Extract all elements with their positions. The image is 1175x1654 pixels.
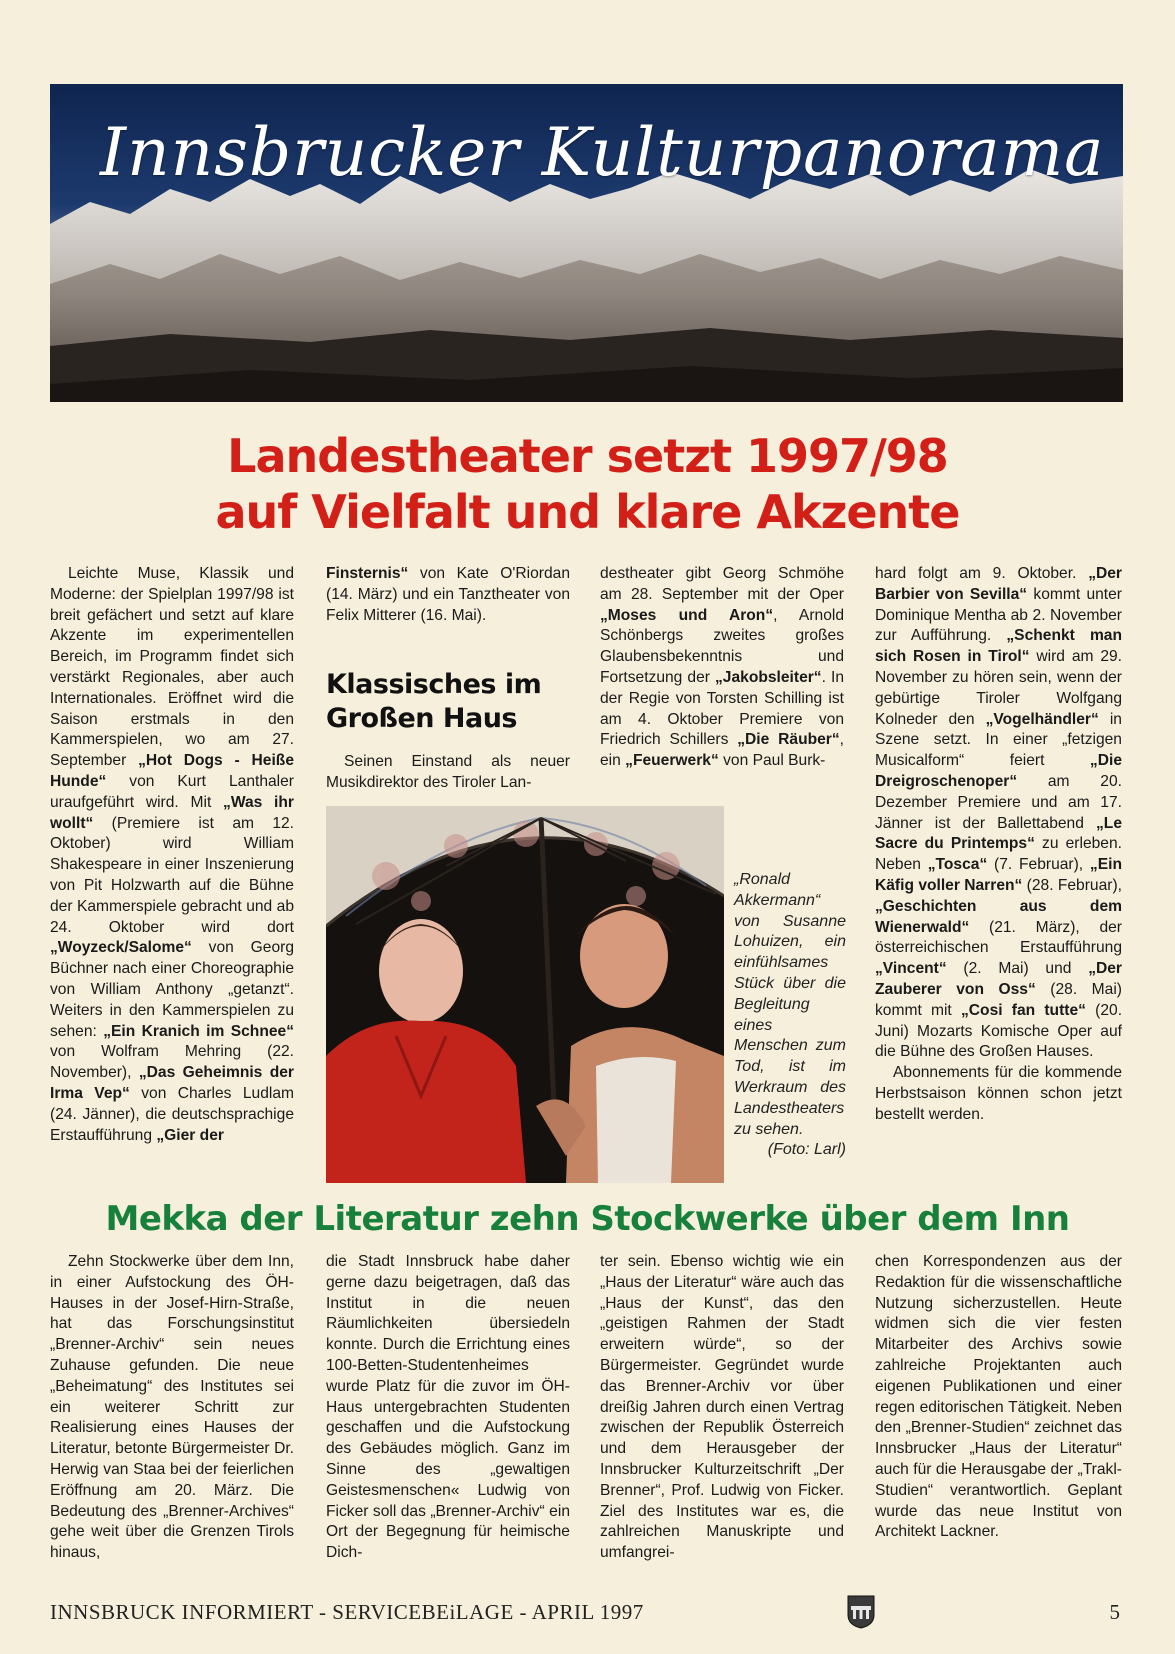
highlighted-title: „Feuerwerk“ bbox=[625, 752, 719, 770]
text-segment: kommt unter Dominique Mentha ab 2. November zur Aufführung. bbox=[875, 585, 1122, 645]
text-segment: Leichte Muse, Klassik und Moderne: der Spielplan 1997/98 ist breit gefächert und setzt auf klare Akzente im experimentellen Bereich, im Programm findet sich verstärkt Regionales, aber auch Internationales. Eröffnet wird die Saison erstmals in den Kammerspielen, wo am 27. September bbox=[50, 565, 294, 770]
text-segment: . In der Regie von Torsten Schilling ist am 4. Oktober Premiere von Friedrich Schillers bbox=[600, 668, 845, 749]
text-segment: von Georg Büchner nach einer Choreographie von William Anthony „getanzt“. Weiters in den Kammerspielen zu sehen: bbox=[50, 939, 294, 1040]
highlighted-title: „Gier der bbox=[156, 1126, 224, 1144]
article2-headline: Mekka der Literatur zehn Stockwerke über dem Inn bbox=[105, 1199, 1070, 1239]
text-segment: von Kurt Lanthaler uraufgeführt wird. Mit bbox=[50, 772, 294, 811]
column-2-paragraph: Seinen Einstand als neuer Musikdirektor des Tiroler Lan- bbox=[326, 753, 570, 791]
text-segment: (7. Februar), bbox=[987, 856, 1090, 874]
banner-title: Innsbrucker Kulturpanorama bbox=[100, 114, 1105, 191]
innsbruck-crest-icon bbox=[847, 1595, 875, 1629]
highlighted-title: „Cosi fan tutte“ bbox=[960, 1001, 1086, 1019]
footer-text: INNSBRUCK INFORMIERT - SERVICEBEiLAGE - APRIL 1997 bbox=[50, 1600, 644, 1624]
article1-column-2-bottom bbox=[326, 752, 570, 794]
highlighted-title: „Vincent“ bbox=[875, 960, 947, 978]
text-segment: am 20. Dezember Premiere und am 17. Jänner ist der Ballettabend bbox=[875, 772, 1122, 832]
article2-column-3 bbox=[600, 1252, 844, 1564]
article2-column-1-text: Zehn Stockwerke über dem Inn, in einer Aufstockung des ÖH-Hauses in der Josef-Hirn-Straße, hat das Forschungsinstitut „Brenner-Archiv“ sein neues Zuhause gefunden. Die neue „Beheimatung“ des Institutes sei ein weiterer Schritt zur Realisierung eines Hauses der Literatur, betonte Bürgermeister Dr. Herwig van Staa bei der feierlichen Eröffnung am 20. März. Die Bedeutung des „Brenner-Archives“ gehe weit über die Grenzen Tirols hinaus, bbox=[50, 1253, 294, 1562]
text-segment: , ein bbox=[600, 731, 845, 770]
highlighted-title: „Schenkt man sich Rosen in Tirol“ bbox=[875, 627, 1123, 666]
banner-image bbox=[50, 84, 1123, 402]
highlighted-title: „Ein Käfig voller Narren“ bbox=[875, 856, 1122, 894]
highlighted-title: „Ein Kranich im Schnee“ bbox=[103, 1022, 294, 1040]
text-segment: , Arnold Schönbergs zweites großes Glaubensbekenntnis und Fortsetzung der bbox=[600, 606, 844, 686]
highlighted-title: „Das Geheimnis der Irma Vep“ bbox=[50, 1064, 294, 1102]
highlighted-title: Finsternis“ bbox=[326, 565, 409, 582]
highlighted-title: „Die Räuber“ bbox=[737, 731, 840, 749]
page-number: 5 bbox=[1109, 1600, 1120, 1624]
article2-column-3-text: ter sein. Ebenso wichtig wie ein „Haus der Literatur“ wäre auch das „Haus der Kunst“, das den „geistigen Rahmen der Stadt erweitern würde“, so der Bürgermeister. Gegründet wurde das Brenner-Archiv vor über dreißig Jahren durch einen Vertrag zwischen der Republik Österreich und dem Herausgeber der Innsbrucker Kulturzeitschrift „Der Brenner“, Prof. Ludwig von Ficker. Ziel des Institutes war es, die zahlreichen Manuskripte und umfangrei- bbox=[600, 1253, 844, 1562]
highlighted-title: „Jakobsleiter“ bbox=[715, 668, 822, 686]
text-segment: von Charles Ludlam (24. Jänner), die deutschsprachige Erstaufführung bbox=[50, 1084, 294, 1144]
text-segment: von Wolfram Mehring (22. November), bbox=[50, 1043, 294, 1082]
text-segment: destheater gibt Georg Schmöhe am 28. September mit der Oper bbox=[600, 565, 844, 603]
subheading: Klassisches im Großen Haus bbox=[326, 669, 542, 734]
column-4-paragraph-2: Abonnements für die kommende Herbstsaison können schon jetzt bestellt werden. bbox=[875, 1064, 1122, 1123]
article-headline bbox=[0, 428, 1175, 540]
article1-column-4 bbox=[875, 564, 1122, 1126]
column-4-paragraph-1 bbox=[875, 564, 1122, 1063]
article2-column-2 bbox=[326, 1252, 570, 1564]
article2-column-4 bbox=[875, 1252, 1122, 1543]
highlighted-title: „Der Barbier von Sevilla“ bbox=[875, 565, 1122, 603]
article1-column-3 bbox=[600, 564, 844, 772]
caption-text: „Ronald Akkermann“ von Susanne Lohuizen, ein einfühlsames Stück über die Begleitung eines Menschen zum Tod, ist im Werkraum des Landestheaters zu sehen. bbox=[734, 871, 846, 1138]
headline-line-2: auf Vielfalt und klare Akzente bbox=[215, 485, 960, 539]
highlighted-title: „Vogelhändler“ bbox=[985, 710, 1099, 728]
theater-photo bbox=[326, 806, 724, 1183]
highlighted-title: „Woyzeck/Salome“ bbox=[50, 939, 192, 957]
highlighted-title: „Le Sacre du Printemps“ bbox=[875, 814, 1122, 853]
article1-column-1 bbox=[50, 564, 294, 1146]
article1-column-2 bbox=[326, 564, 570, 626]
article2-column-4-text: chen Korrespondenzen aus der Redaktion für die wissenschaftliche Nutzung sicherzustellen. Heute widmen sich die vier festen Mitarbeiter des Archivs sowie zahlreiche Projektanten auch eigenen Publikationen und einer regen editorischen Tätigkeit. Neben den „Brenner-Studien“ zeichnet das Innsbrucker „Haus der Literatur“ auch für die Herausgabe der „Trakl-Studien“ verantwortlich. Geplant wurde das neue Institut von Architekt Lackner. bbox=[875, 1253, 1122, 1541]
text-segment: wird am 29. November zu hören sein, wenn der gebürtige Tiroler Wolfgang Kolneder den bbox=[875, 648, 1122, 728]
highlighted-title: „Die Dreigroschenoper“ bbox=[875, 752, 1122, 790]
text-segment: (28. Mai) kommt mit bbox=[875, 980, 1122, 1019]
umbrella-photo-illustration bbox=[326, 806, 724, 1183]
text-segment: zu erleben. Neben bbox=[875, 835, 1122, 874]
text-segment: von Kate O'Riordan (14. März) und ein Tanztheater von Felix Mitterer (16. Mai). bbox=[326, 565, 570, 624]
article2-column-2-text: die Stadt Innsbruck habe daher gerne dazu beigetragen, daß das Institut in die neuen Räumlichkeiten übersiedeln konnte. Durch die Errichtung eines 100-Betten-Studentenheimes wurde Platz für die zuvor im ÖH-Haus untergebrachten Studenten geschaffen und die Aufstockung des Gebäudes möglich. Ganz im Sinne des „gewaltigen Geistesmenschen« Ludwig von Ficker soll das „Brenner-Archiv“ ein Ort der Begegnung für heimische Dich- bbox=[326, 1253, 570, 1562]
article2-column-1 bbox=[50, 1252, 294, 1564]
highlighted-title: „Was ihr wollt“ bbox=[50, 793, 294, 832]
text-segment: von Paul Burk- bbox=[718, 752, 826, 770]
text-segment: (2. Mai) und bbox=[946, 960, 1089, 978]
text-segment: (28. Februar), bbox=[1022, 876, 1122, 894]
photo-credit: (Foto: Larl) bbox=[767, 1141, 846, 1159]
headline-line-1: Landestheater setzt 1997/98 bbox=[227, 429, 948, 483]
highlighted-title: „Tosca“ bbox=[927, 856, 988, 874]
text-segment: (Premiere ist am 12. Oktober) wird William Shakespeare in einer Inszenierung von Pit Holzwarth auf die Bühne der Kammerspiele gebracht und ab 24. Oktober wird dort bbox=[50, 814, 294, 936]
highlighted-title: „Hot Dogs - Heiße Hunde“ bbox=[50, 752, 294, 790]
text-segment: (21. März), der österreichischen Erstaufführung bbox=[875, 918, 1122, 957]
highlighted-title: „Moses und Aron“ bbox=[600, 606, 774, 624]
text-segment: (20. Juni) Mozarts Komische Oper auf die Bühne des Großen Hauses. bbox=[875, 1001, 1123, 1061]
highlighted-title: „Geschichten aus dem Wienerwald“ bbox=[875, 897, 1122, 936]
text-segment: in Szene setzt. In einer „fetzigen Musicalform“ feiert bbox=[875, 710, 1122, 770]
highlighted-title: „Der Zauberer von Oss“ bbox=[875, 960, 1122, 998]
photo-caption bbox=[734, 870, 846, 1161]
text-segment: hard folgt am 9. Oktober. bbox=[875, 565, 1089, 582]
